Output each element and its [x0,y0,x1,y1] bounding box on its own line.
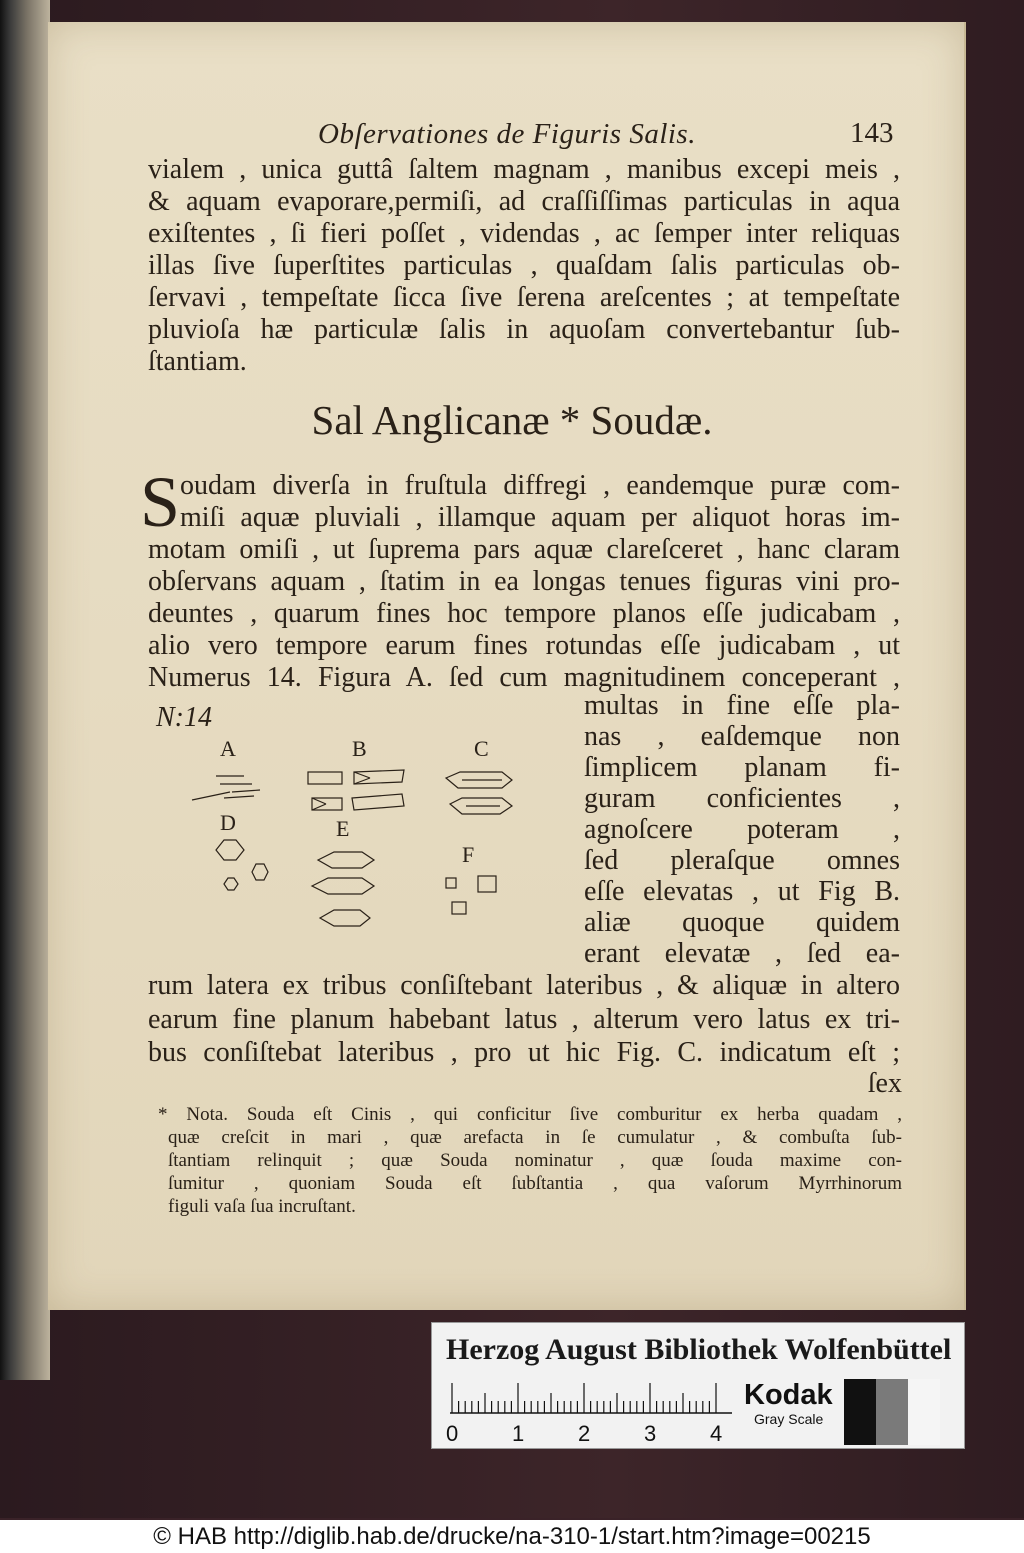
intro-line: exiſtentes , ſi fieri poſſet , videndas , ac ſemper inter reliquas [148,218,900,249]
figure-label-d: D [220,810,236,835]
para-line: motam omiſi , ut ſuprema pars aquæ clareſceret , hanc claram [148,534,900,565]
closing-line: bus conſiſtebat lateribus , pro ut hic Fig. C. indicatum eſt ; [148,1037,900,1068]
page-number: 143 [850,117,894,149]
intro-line: ſervavi , tempeſtate ſicca ſive ſerena areſcentes ; at tempeſtate [148,282,900,313]
left-page-edge [0,0,50,1380]
intro-line: ſtantiam. [148,346,247,377]
intro-line: vialem , unica guttâ ſaltem magnam , manibus excepi meis , [148,154,900,185]
section-title: Sal Anglicanæ * Soudæ. [311,397,713,443]
figure-label-c: C [474,736,489,761]
narrow-line: guram conficientes , [584,783,900,814]
footnote-line: ſumitur , quoniam Souda eſt ſubſtantia , qua vaſorum Myrrhinorum [168,1173,902,1194]
running-head: Obſervationes de Figuris Salis. [318,118,696,150]
narrow-line: ſimplicem planam fi- [584,752,900,783]
intro-line: pluvioſa hæ particulæ ſalis in aquoſam convertebantur ſub- [148,314,900,345]
ruler-scale [450,1379,732,1415]
narrow-line: nas , eaſdemque non [584,721,900,752]
footnote-line: figuli vaſa ſua incruſtant. [168,1196,356,1217]
ruler-number: 3 [644,1421,657,1446]
footnote-line: ſtantiam relinquit ; quæ Souda nominatur , quæ ſouda maxime con- [168,1150,902,1171]
closing-line: earum fine planum habebant latus , alterum vero latus ex tri- [148,1004,900,1035]
para-line: deuntes , quarum fines hoc tempore planos eſſe judicabam , [148,598,900,629]
crystal-figure [140,694,578,956]
narrow-line: multas in fine eſſe pla- [584,690,900,721]
intro-line: illas ſive ſuperſtites particulas , quaſdam ſalis particulas ob- [148,250,900,281]
figure-label-f: F [462,842,475,867]
copyright-credit: © HAB http://diglib.hab.de/drucke/na-310-1/start.htm?image=00215 [0,1520,1024,1553]
library-name: Herzog August Bibliothek Wolfenbüttel [446,1333,952,1366]
catchword: ſex [867,1068,902,1099]
para-line: alio vero tempore earum fines rotundas eſſe judicabam , ut [148,630,900,661]
ruler-number: 1 [512,1421,525,1446]
narrow-line: agnoſcere poteram , [584,814,900,845]
para-line: Numerus 14. Figura A. ſed cum magnitudinem conceperant , [148,662,900,693]
figure-number: N:14 [156,702,212,733]
gray-patches [844,1379,940,1445]
kodak-logo: Kodak [744,1379,833,1411]
figure-label-b: B [352,736,367,761]
color-ruler-card [431,1322,965,1449]
ruler-number: 4 [710,1421,723,1446]
narrow-line: aliæ quoque quidem [584,907,900,938]
ruler-number: 0 [446,1421,459,1446]
gray-scale-label: Gray Scale [754,1411,824,1427]
drop-cap: S [140,462,181,542]
intro-line: & aquam evaporare,permiſi, ad craſſiſſimas particulas in aqua [148,186,900,217]
closing-line: rum latera ex tribus conſiſtebant lateribus , & aliquæ in altero [148,970,900,1001]
narrow-line: erant elevatæ , ſed ea- [584,938,900,969]
para-line: oudam diverſa in fruſtula diffregi , eandemque puræ com- [180,470,900,501]
narrow-line: eſſe elevatas , ut Fig B. [584,876,900,907]
footnote-line: quæ creſcit in mari , quæ arefacta in ſe cumulatur , & combuſta ſub- [168,1127,902,1148]
para-line: obſervans aquam , ſtatim in ea longas tenues figuras vini pro- [148,566,900,597]
crystal-drawings [140,694,578,956]
para-line: miſi aquæ pluviali , illamque aquam per aliquot horas im- [180,502,900,533]
ruler-number: 2 [578,1421,591,1446]
narrow-line: ſed pleraſque omnes [584,845,900,876]
footnote-line: * Nota. Souda eſt Cinis , qui conficitur ſive comburitur ex herba quadam , [158,1104,902,1125]
figure-label-e: E [336,816,350,841]
figure-label-a: A [220,736,236,761]
